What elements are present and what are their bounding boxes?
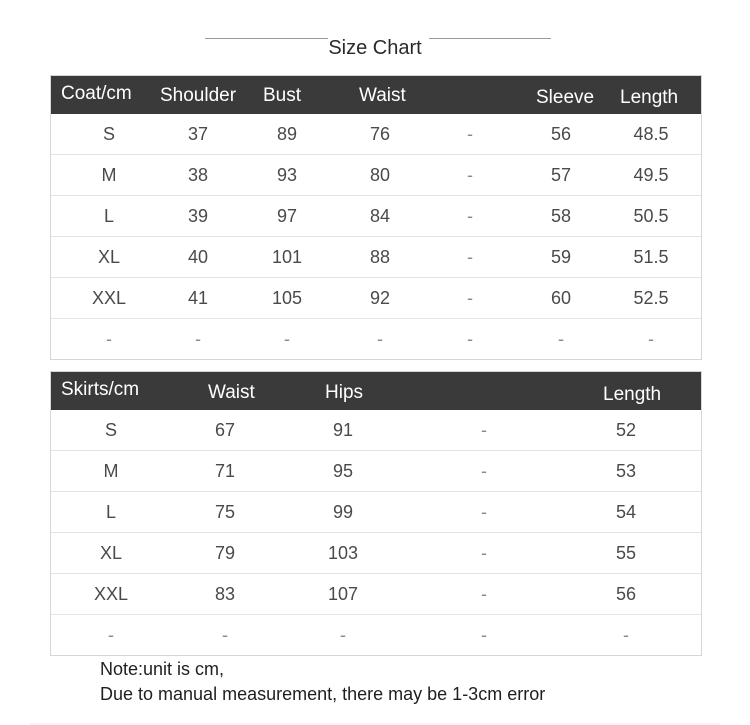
- note-line-2: Due to manual measurement, there may be 1-3cm error: [100, 684, 546, 704]
- coat-table-row: [51, 278, 701, 319]
- coat-table-cell: M: [101, 165, 117, 185]
- coat-table-cell: -: [648, 329, 654, 349]
- coat-table-cell: -: [467, 206, 473, 226]
- coat-table-cell: 56: [550, 124, 572, 144]
- coat-table-cell: 37: [187, 124, 209, 144]
- skirt-table-row: [51, 574, 701, 615]
- skirt-table-cell: -: [481, 461, 487, 481]
- coat-size-table: [50, 75, 702, 360]
- skirt-table-cell: -: [481, 584, 487, 604]
- header-hips: Hips: [325, 382, 364, 403]
- skirt-table-cell: 53: [615, 461, 637, 481]
- coat-table-header: [51, 76, 701, 114]
- coat-table-cell: 105: [271, 288, 303, 308]
- coat-table-cell: 48.5: [633, 124, 669, 144]
- skirt-table-cell: 54: [615, 502, 637, 522]
- coat-table-cell: XXL: [91, 288, 127, 308]
- skirt-table-header: [51, 372, 701, 410]
- skirt-table-row: [51, 410, 701, 451]
- coat-table-body: [51, 114, 701, 359]
- skirt-table-cell: 91: [332, 420, 354, 440]
- skirt-table-row: [51, 492, 701, 533]
- skirt-size-table: [50, 371, 702, 656]
- skirt-table-cell: S: [104, 420, 117, 440]
- coat-table-cell: 84: [369, 206, 391, 226]
- coat-table-cell: -: [467, 165, 473, 185]
- header-shoulder: Shoulder: [160, 85, 237, 106]
- coat-table-cell: 88: [369, 247, 391, 267]
- coat-table-row: [51, 237, 701, 278]
- header-length: Length: [620, 87, 679, 108]
- coat-table-cell: 59: [550, 247, 572, 267]
- skirt-table-cell: 107: [327, 584, 359, 604]
- header-length: Length: [603, 384, 662, 405]
- coat-table-cell: 101: [271, 247, 303, 267]
- coat-table-cell: -: [467, 247, 473, 267]
- skirt-table-cell: 79: [214, 543, 236, 563]
- coat-table-cell: 76: [369, 124, 391, 144]
- page-title: Size Chart: [328, 37, 422, 59]
- coat-table-cell: 89: [276, 124, 298, 144]
- header-skirts-cm: Skirts/cm: [61, 379, 140, 400]
- coat-table-cell: 57: [550, 165, 572, 185]
- coat-table-cell: 97: [276, 206, 298, 226]
- skirt-table-cell: -: [623, 625, 629, 645]
- coat-table-cell: 51.5: [633, 247, 669, 267]
- skirt-table-cell: 75: [214, 502, 236, 522]
- coat-table-row: [51, 114, 701, 155]
- skirt-table-cell: -: [481, 625, 487, 645]
- skirt-table-cell: 52: [615, 420, 637, 440]
- coat-table-row: [51, 155, 701, 196]
- header-coat-cm: Coat/cm: [61, 83, 132, 104]
- header-waist: Waist: [208, 382, 255, 403]
- coat-table-cell: 80: [369, 165, 391, 185]
- coat-table-cell: 60: [550, 288, 572, 308]
- coat-table-cell: XL: [97, 247, 121, 267]
- skirt-table-cell: 95: [332, 461, 354, 481]
- skirt-table-cell: M: [103, 461, 119, 481]
- coat-table-cell: 40: [187, 247, 209, 267]
- coat-table-cell: -: [558, 329, 564, 349]
- skirt-table-row: [51, 615, 701, 655]
- skirt-table-cell: XXL: [93, 584, 129, 604]
- coat-table-cell: 92: [369, 288, 391, 308]
- skirt-table-cell: -: [481, 543, 487, 563]
- header-sleeve: Sleeve: [536, 87, 595, 108]
- skirt-table-cell: 55: [615, 543, 637, 563]
- skirt-table-cell: -: [108, 625, 114, 645]
- coat-table-cell: 52.5: [633, 288, 669, 308]
- skirt-table-cell: -: [340, 625, 346, 645]
- coat-table-cell: S: [102, 124, 115, 144]
- skirt-table-cell: -: [481, 502, 487, 522]
- coat-table-cell: 50.5: [633, 206, 669, 226]
- coat-table-cell: -: [467, 124, 473, 144]
- coat-table-cell: L: [103, 206, 114, 226]
- skirt-table-row: [51, 451, 701, 492]
- coat-table-cell: -: [467, 329, 473, 349]
- coat-table-cell: -: [467, 288, 473, 308]
- skirt-table-cell: XL: [99, 543, 123, 563]
- header-bust: Bust: [263, 85, 302, 106]
- skirt-table-row: [51, 533, 701, 574]
- coat-table-cell: -: [284, 329, 290, 349]
- skirt-table-cell: 56: [615, 584, 637, 604]
- coat-table-cell: 38: [187, 165, 209, 185]
- header-waist: Waist: [359, 85, 406, 106]
- skirt-table-cell: 99: [332, 502, 354, 522]
- coat-table-cell: 49.5: [633, 165, 669, 185]
- coat-table-cell: -: [195, 329, 201, 349]
- coat-table-cell: 41: [187, 288, 209, 308]
- skirt-table-cell: 71: [214, 461, 236, 481]
- skirt-table-cell: 67: [214, 420, 236, 440]
- skirt-table-cell: -: [481, 420, 487, 440]
- skirt-table-cell: 103: [327, 543, 359, 563]
- coat-table-cell: -: [377, 329, 383, 349]
- coat-table-cell: -: [106, 329, 112, 349]
- coat-table-cell: 39: [187, 206, 209, 226]
- coat-table-cell: 58: [550, 206, 572, 226]
- skirt-table-cell: 83: [214, 584, 236, 604]
- skirt-table-cell: -: [222, 625, 228, 645]
- coat-table-row: [51, 319, 701, 359]
- skirt-table-cell: L: [105, 502, 116, 522]
- note-line-1: Note:unit is cm,: [100, 659, 225, 679]
- skirt-table-body: [51, 410, 701, 655]
- coat-table-cell: 93: [276, 165, 298, 185]
- coat-table-row: [51, 196, 701, 237]
